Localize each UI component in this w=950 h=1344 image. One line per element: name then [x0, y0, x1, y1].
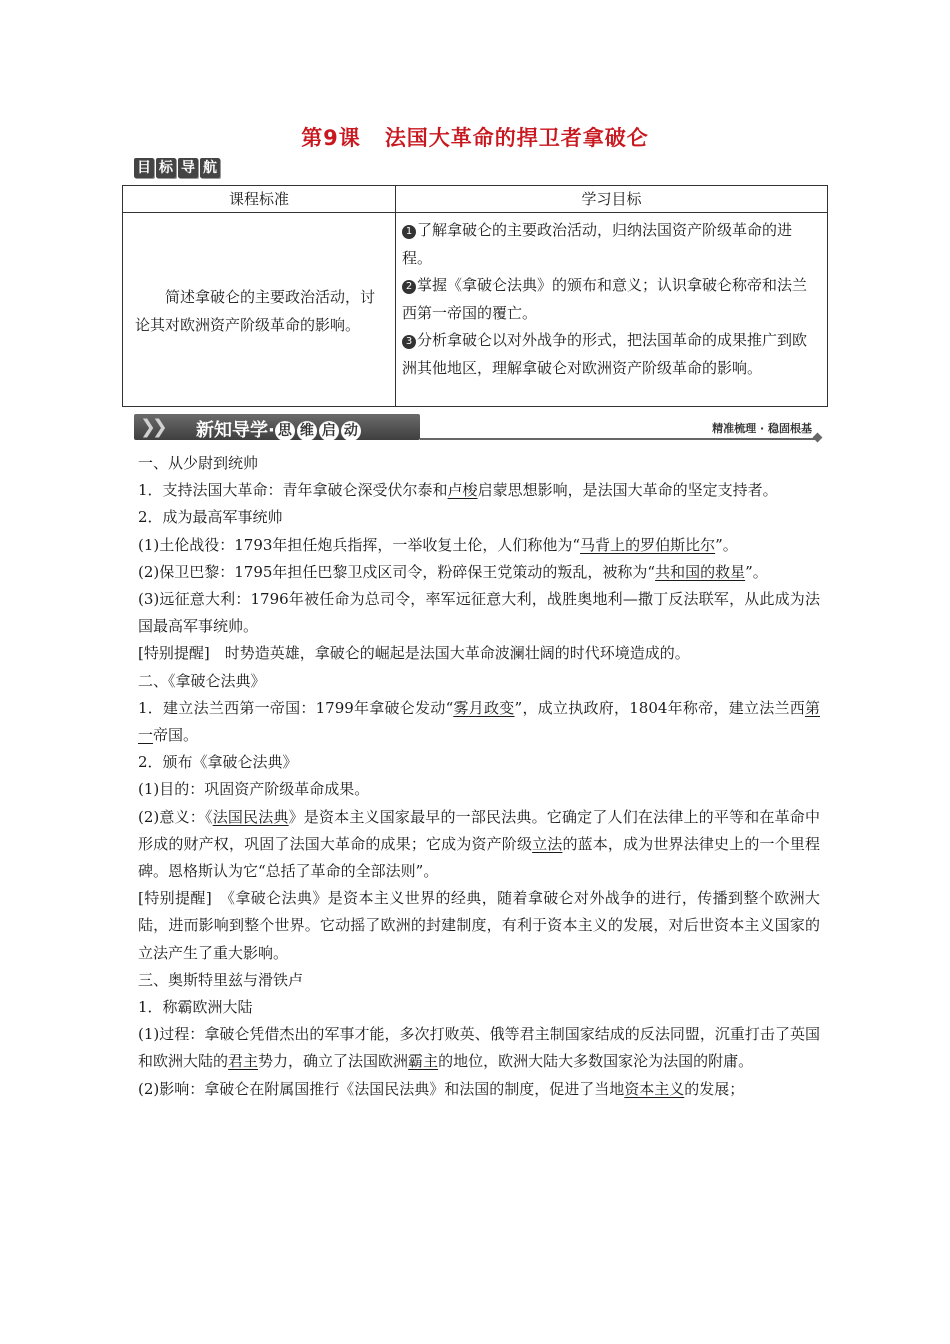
banner-subtitle: 精准梳理 · 稳固根基: [712, 422, 812, 435]
paragraph: (2)影响：拿破仑在附属国推行《法国民法典》和法国的制度，促进了当地资本主义的发展；: [138, 1079, 745, 1098]
paragraph: (1)土伦战役：1793年担任炮兵指挥，一举收复土伦，人们称他为“马背上的罗伯斯比尔”。: [138, 535, 738, 554]
fill-blank: 立法: [532, 834, 563, 853]
diamond-icon: [813, 433, 823, 443]
fill-blank: 雾月政变: [453, 698, 515, 717]
number-badge-icon: 2: [402, 280, 416, 294]
badge-char: 标: [156, 158, 176, 178]
paragraph: (1)目的：巩固资产阶级革命成果。: [138, 780, 370, 799]
table-header-row: [123, 186, 828, 213]
goals-list: [396, 213, 827, 382]
section-heading: 一、从少尉到统帅: [138, 454, 259, 472]
banner-title: 新知导学· 思 维 启 动: [196, 416, 361, 442]
objectives-table: [122, 185, 828, 407]
section-banner: [134, 414, 824, 442]
goal-navigation-badge: [134, 158, 220, 178]
page-title: [0, 122, 950, 152]
standard-cell: [123, 213, 396, 407]
section-heading: 三、奥斯特里兹与滑铁卢: [138, 970, 304, 989]
fill-blank: 卢梭: [447, 481, 478, 500]
goal-text: 了解拿破仑的主要政治活动，归纳法国资产阶级革命的进程。: [402, 221, 793, 267]
number-badge-icon: 1: [402, 225, 416, 239]
badge-char: 目: [134, 158, 154, 178]
lesson-name: 法国大革命的捍卫者拿破仑: [384, 126, 649, 150]
standard-text: 简述拿破仑的主要政治活动，讨论其对欧洲资产阶级革命的影响。: [135, 288, 376, 334]
fill-blank: 霸主: [408, 1052, 439, 1071]
paragraph: (2)保卫巴黎：1795年担任巴黎卫戍区司令，粉碎保王党策动的叛乱，被称为“共和国的救星”。: [138, 562, 768, 581]
subheading: 1．称霸欧洲大陆: [138, 998, 253, 1017]
fill-blank: 法国民法典: [212, 807, 289, 826]
paragraph: (3)远征意大利：1796年被任命为总司令，率军远征意大利，战胜奥地利—撒丁反法联军，从此成为法国最高军事统帅。: [138, 590, 820, 636]
fill-blank: 第一: [138, 698, 820, 745]
fill-blank: 资本主义: [624, 1079, 685, 1098]
goal-item: [402, 272, 813, 327]
fill-blank: 君主: [228, 1052, 259, 1071]
lesson-number: 第9课: [301, 126, 361, 150]
subheading: 2．颁布《拿破仑法典》: [138, 753, 298, 772]
lesson-body: [138, 450, 820, 1103]
goals-cell: [396, 213, 828, 407]
subheading: 2．成为最高军事统帅: [138, 508, 283, 527]
table-body-row: [123, 213, 828, 407]
double-chevron-icon: ❯❯: [140, 416, 164, 438]
special-tip: [特别提醒] 《拿破仑法典》是资本主义世界的经典，随着拿破仑对外战争的进行，传播到整个欧洲大陆，进而影响到整个世界。它动摇了欧洲的封建制度，有利于资本主义的发展，对后世资本主义国家的立法产生了重大影响。: [138, 889, 820, 962]
badge-char: 导: [178, 158, 198, 178]
badge-char: 航: [200, 158, 220, 178]
goal-item: [402, 327, 813, 382]
section-heading: 二、《拿破仑法典》: [138, 671, 266, 690]
number-badge-icon: 3: [402, 335, 416, 349]
goal-text: 掌握《拿破仑法典》的颁布和意义；认识拿破仑称帝和法兰西第一帝国的覆亡。: [402, 276, 808, 322]
paragraph: (2)意义：《法国民法典》是资本主义国家最早的一部民法典。它确定了人们在法律上的平等和在革命中形成的财产权，巩固了法国大革命的成果；它成为资产阶级立法的蓝本，成为世界法律史上的一个里程碑。恩格斯认为它“总括了革命的全部法则”。: [138, 807, 820, 881]
fill-blank: 马背上的罗伯斯比尔: [580, 535, 716, 554]
paragraph: 1．建立法兰西第一帝国：1799年拿破仑发动“雾月政变”，成立执政府，1804年称帝，建立法兰西第一帝国。: [138, 698, 820, 745]
special-tip: [特别提醒] 时势造英雄，拿破仑的崛起是法国大革命波澜壮阔的时代环境造成的。: [138, 644, 690, 663]
goal-item: [402, 217, 813, 272]
fill-blank: 共和国的救星: [655, 562, 746, 581]
paragraph: 1．支持法国大革命：青年拿破仑深受伏尔泰和卢梭启蒙思想影响，是法国大革命的坚定支持者。: [138, 481, 778, 500]
paragraph: (1)过程：拿破仑凭借杰出的军事才能，多次打败英、俄等君主制国家结成的反法同盟，沉重打击了英国和欧洲大陆的君主势力，确立了法国欧洲霸主的地位，欧洲大陆大多数国家沦为法国的附庸。: [138, 1025, 820, 1071]
header-course-standard: 课程标准: [123, 186, 396, 213]
banner-rule: [420, 438, 816, 440]
goal-text: 分析拿破仑以对外战争的形式，把法国革命的成果推广到欧洲其他地区，理解拿破仑对欧洲资产阶级革命的影响。: [402, 331, 808, 377]
header-learning-goals: 学习目标: [396, 186, 828, 213]
